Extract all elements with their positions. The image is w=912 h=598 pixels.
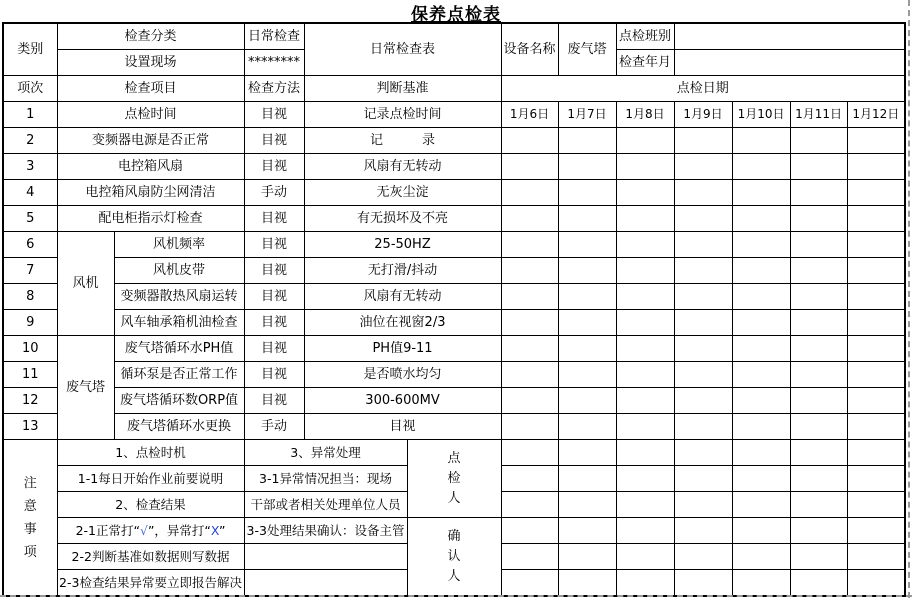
year-month-label: 检查年月 (616, 50, 674, 76)
check-item-cell: 风机皮带 (114, 258, 244, 284)
item-row (3, 310, 905, 336)
date-header-cell: 1月8日 (616, 102, 674, 128)
item-no-cell: 4 (3, 180, 57, 206)
date-entry-cell[interactable] (616, 232, 674, 258)
method-cell: 目视 (244, 310, 304, 336)
date-entry-cell[interactable] (732, 310, 790, 336)
item-no-cell: 10 (3, 336, 57, 362)
method-cell: 目视 (244, 388, 304, 414)
group-cell: 风机 (57, 232, 114, 336)
method-cell: 目视 (244, 284, 304, 310)
method-cell: 目视 (244, 102, 304, 128)
date-entry-cell[interactable] (558, 388, 616, 414)
inspector-signature-cell[interactable] (674, 492, 732, 518)
method-cell: 目视 (244, 154, 304, 180)
inspector-signature-cell[interactable] (732, 440, 790, 466)
date-entry-cell[interactable] (558, 310, 616, 336)
header-row-3 (3, 76, 905, 102)
item-no-cell: 2 (3, 128, 57, 154)
check-method-header: 检查方法 (244, 76, 304, 102)
date-entry-cell[interactable] (558, 128, 616, 154)
date-header-cell: 1月6日 (501, 102, 558, 128)
check-item-header: 检查项目 (57, 76, 244, 102)
note-right-cell: 3、异常处理 (244, 440, 407, 466)
date-entry-cell[interactable] (674, 362, 732, 388)
date-entry-cell[interactable] (558, 206, 616, 232)
date-entry-cell[interactable] (501, 128, 558, 154)
date-entry-cell[interactable] (732, 154, 790, 180)
note-right-cell: 干部或者相关处理单位人员 (244, 492, 407, 518)
item-no-cell: 5 (3, 206, 57, 232)
date-entry-cell[interactable] (501, 206, 558, 232)
group-cell: 废气塔 (57, 336, 114, 440)
confirmer-signature-cell[interactable] (674, 544, 732, 570)
confirmer-signature-cell[interactable] (847, 544, 905, 570)
method-cell: 手动 (244, 414, 304, 440)
confirmer-signature-cell[interactable] (790, 544, 847, 570)
item-row (3, 284, 905, 310)
daily-check-value: 日常检查 (244, 23, 304, 50)
header-row-1 (3, 23, 905, 50)
date-entry-cell[interactable] (501, 414, 558, 440)
inspector-signature-cell[interactable] (501, 440, 558, 466)
note-right-cell[interactable] (244, 544, 407, 570)
item-no-cell: 11 (3, 362, 57, 388)
confirmer-signature-cell[interactable] (616, 570, 674, 597)
date-entry-cell[interactable] (501, 336, 558, 362)
shift-value-cell[interactable] (674, 23, 905, 50)
confirmer-signature-cell[interactable] (732, 544, 790, 570)
criteria-cell: 300-600MV (304, 388, 501, 414)
item-row (3, 414, 905, 440)
method-cell: 目视 (244, 258, 304, 284)
date-entry-cell[interactable] (501, 232, 558, 258)
table-header (3, 23, 905, 102)
date-entry-cell[interactable] (674, 310, 732, 336)
date-entry-cell[interactable] (674, 206, 732, 232)
date-entry-cell[interactable] (732, 258, 790, 284)
date-entry-cell[interactable] (732, 206, 790, 232)
date-entry-cell[interactable] (674, 388, 732, 414)
confirmer-signature-cell[interactable] (501, 518, 558, 544)
note-right-cell: 3-1异常情况担当：现场 (244, 466, 407, 492)
date-entry-cell[interactable] (847, 154, 905, 180)
item-no-cell: 13 (3, 414, 57, 440)
date-entry-cell[interactable] (558, 154, 616, 180)
date-entry-cell[interactable] (790, 284, 847, 310)
inspector-signature-cell[interactable] (732, 466, 790, 492)
confirmer-signature-cell[interactable] (674, 518, 732, 544)
inspector-signature-cell[interactable] (790, 440, 847, 466)
item-no-cell: 12 (3, 388, 57, 414)
inspector-signature-cell[interactable] (616, 440, 674, 466)
inspector-signature-cell[interactable] (847, 492, 905, 518)
confirmer-label: 确 认 人 (407, 518, 501, 597)
confirmer-signature-cell[interactable] (501, 570, 558, 597)
date-entry-cell[interactable] (501, 154, 558, 180)
inspector-signature-cell[interactable] (732, 492, 790, 518)
date-entry-cell[interactable] (616, 258, 674, 284)
date-entry-cell[interactable] (558, 180, 616, 206)
date-entry-cell[interactable] (674, 232, 732, 258)
date-entry-cell[interactable] (847, 362, 905, 388)
date-entry-cell[interactable] (790, 206, 847, 232)
date-entry-cell[interactable] (732, 180, 790, 206)
confirmer-signature-cell[interactable] (732, 518, 790, 544)
confirmer-signature-cell[interactable] (790, 518, 847, 544)
date-entry-cell[interactable] (732, 232, 790, 258)
criteria-cell: 无打滑/抖动 (304, 258, 501, 284)
page-title: 保养点检表 (411, 5, 501, 25)
confirmer-signature-cell[interactable] (790, 570, 847, 597)
inspector-signature-cell[interactable] (558, 440, 616, 466)
criteria-cell: 油位在视窗2/3 (304, 310, 501, 336)
notes-rows (3, 440, 905, 597)
criteria-header: 判断基准 (304, 76, 501, 102)
item-row (3, 206, 905, 232)
item-row (3, 154, 905, 180)
item-no-header: 项次 (3, 76, 57, 102)
date-entry-cell[interactable] (616, 362, 674, 388)
check-item-cell: 点检时间 (57, 102, 244, 128)
confirmer-signature-cell[interactable] (847, 570, 905, 597)
note-left-cell: 1、点检时机 (57, 440, 244, 466)
note-left-cell: 2-2判断基准如数据则写数据 (57, 544, 244, 570)
item-row (3, 180, 905, 206)
item-row (3, 362, 905, 388)
note-row (3, 518, 905, 544)
confirmer-signature-cell[interactable] (732, 570, 790, 597)
check-item-cell: 风机频率 (114, 232, 244, 258)
date-entry-cell[interactable] (847, 180, 905, 206)
criteria-cell: 目视 (304, 414, 501, 440)
date-entry-cell[interactable] (847, 206, 905, 232)
date-entry-cell[interactable] (732, 128, 790, 154)
date-header-cell: 1月12日 (847, 102, 905, 128)
confirmer-signature-cell[interactable] (558, 544, 616, 570)
equipment-name-label: 设备名称 (501, 23, 558, 76)
notes-side-label: 注 意 事 项 (3, 440, 57, 597)
method-cell: 目视 (244, 232, 304, 258)
inspection-class-header: 检查分类 (57, 23, 244, 50)
date-entry-cell[interactable] (790, 310, 847, 336)
date-entry-cell[interactable] (732, 362, 790, 388)
category-header: 类别 (3, 23, 57, 76)
date-entry-cell[interactable] (616, 310, 674, 336)
date-entry-cell[interactable] (847, 388, 905, 414)
date-entry-cell[interactable] (847, 232, 905, 258)
inspection-table (2, 22, 906, 597)
note-right-cell[interactable] (244, 570, 407, 597)
method-cell: 目视 (244, 128, 304, 154)
setup-site-label: 设置现场 (57, 50, 244, 76)
criteria-cell: 记录点检时间 (304, 102, 501, 128)
date-header-cell: 1月11日 (790, 102, 847, 128)
date-entry-cell[interactable] (674, 180, 732, 206)
date-entry-cell[interactable] (674, 128, 732, 154)
item-row (3, 102, 905, 128)
date-entry-cell[interactable] (674, 284, 732, 310)
item-row (3, 258, 905, 284)
criteria-cell: PH值9-11 (304, 336, 501, 362)
date-entry-cell[interactable] (674, 336, 732, 362)
date-entry-cell[interactable] (558, 232, 616, 258)
page-break-line-horizontal (0, 595, 912, 597)
date-entry-cell[interactable] (732, 284, 790, 310)
inspector-label: 点 检 人 (407, 440, 501, 518)
date-entry-cell[interactable] (674, 258, 732, 284)
date-entry-cell[interactable] (790, 388, 847, 414)
inspector-signature-cell[interactable] (847, 440, 905, 466)
date-entry-cell[interactable] (790, 336, 847, 362)
check-item-cell: 配电柜指示灯检查 (57, 206, 244, 232)
date-entry-cell[interactable] (847, 336, 905, 362)
criteria-cell: 风扇有无转动 (304, 284, 501, 310)
date-entry-cell[interactable] (616, 154, 674, 180)
date-entry-cell[interactable] (790, 180, 847, 206)
date-entry-cell[interactable] (616, 180, 674, 206)
item-row (3, 336, 905, 362)
date-entry-cell[interactable] (674, 414, 732, 440)
page-break-line-vertical (908, 0, 910, 598)
criteria-cell: 风扇有无转动 (304, 154, 501, 180)
inspector-signature-cell[interactable] (558, 492, 616, 518)
inspector-signature-cell[interactable] (790, 492, 847, 518)
date-entry-cell[interactable] (847, 414, 905, 440)
date-entry-cell[interactable] (732, 336, 790, 362)
inspector-signature-cell[interactable] (616, 466, 674, 492)
date-entry-cell[interactable] (558, 414, 616, 440)
date-entry-cell[interactable] (847, 258, 905, 284)
inspector-signature-cell[interactable] (616, 492, 674, 518)
item-no-cell: 1 (3, 102, 57, 128)
date-header-cell: 1月10日 (732, 102, 790, 128)
method-cell: 目视 (244, 336, 304, 362)
item-no-cell: 8 (3, 284, 57, 310)
note-left-cell: 2、检查结果 (57, 492, 244, 518)
date-entry-cell[interactable] (558, 258, 616, 284)
inspector-signature-cell[interactable] (501, 492, 558, 518)
date-entry-cell[interactable] (616, 336, 674, 362)
check-item-cell: 循环泵是否正常工作 (114, 362, 244, 388)
date-entry-cell[interactable] (616, 388, 674, 414)
shift-label: 点检班别 (616, 23, 674, 50)
confirmer-signature-cell[interactable] (558, 570, 616, 597)
date-entry-cell[interactable] (501, 310, 558, 336)
method-cell: 目视 (244, 362, 304, 388)
date-entry-cell[interactable] (847, 284, 905, 310)
criteria-cell: 25-50HZ (304, 232, 501, 258)
item-no-cell: 7 (3, 258, 57, 284)
check-date-header: 点检日期 (501, 76, 905, 102)
check-item-cell: 变频器电源是否正常 (57, 128, 244, 154)
inspector-signature-cell[interactable] (674, 440, 732, 466)
date-entry-cell[interactable] (847, 128, 905, 154)
confirmer-signature-cell[interactable] (616, 544, 674, 570)
date-entry-cell[interactable] (790, 232, 847, 258)
date-entry-cell[interactable] (790, 258, 847, 284)
date-entry-cell[interactable] (501, 258, 558, 284)
check-item-cell: 电控箱风扇防尘网清洁 (57, 180, 244, 206)
check-item-cell: 废气塔循环水PH值 (114, 336, 244, 362)
date-entry-cell[interactable] (616, 414, 674, 440)
inspector-signature-cell[interactable] (674, 466, 732, 492)
check-item-cell: 风车轴承箱机油检查 (114, 310, 244, 336)
criteria-cell: 无灰尘淀 (304, 180, 501, 206)
year-month-value-cell[interactable] (674, 50, 905, 76)
method-cell: 手动 (244, 180, 304, 206)
item-row (3, 388, 905, 414)
item-row (3, 128, 905, 154)
item-no-cell: 9 (3, 310, 57, 336)
criteria-cell: 记 录 (304, 128, 501, 154)
criteria-cell: 有无损坏及不亮 (304, 206, 501, 232)
confirmer-signature-cell[interactable] (501, 544, 558, 570)
item-no-cell: 3 (3, 154, 57, 180)
check-item-cell: 电控箱风扇 (57, 154, 244, 180)
check-mark: √ (139, 522, 148, 538)
date-header-cell: 1月9日 (674, 102, 732, 128)
criteria-cell: 是否喷水均匀 (304, 362, 501, 388)
check-item-cell: 废气塔循环水更换 (114, 414, 244, 440)
item-rows (3, 102, 905, 440)
confirmer-signature-cell[interactable] (847, 518, 905, 544)
daily-check-table-title: 日常检查表 (304, 23, 501, 76)
item-no-cell: 6 (3, 232, 57, 258)
inspector-signature-cell[interactable] (790, 466, 847, 492)
date-entry-cell[interactable] (501, 362, 558, 388)
inspector-signature-cell[interactable] (501, 466, 558, 492)
date-entry-cell[interactable] (732, 414, 790, 440)
date-header-cell: 1月7日 (558, 102, 616, 128)
date-entry-cell[interactable] (847, 310, 905, 336)
date-entry-cell[interactable] (501, 180, 558, 206)
date-entry-cell[interactable] (616, 128, 674, 154)
date-entry-cell[interactable] (558, 336, 616, 362)
inspector-signature-cell[interactable] (847, 466, 905, 492)
equipment-name-value: 废气塔 (558, 23, 616, 76)
date-entry-cell[interactable] (558, 284, 616, 310)
item-row (3, 232, 905, 258)
note-right-cell: 3-3处理结果确认：设备主管 (244, 518, 407, 544)
note-left-cell: 2-1正常打“√”，异常打“X” (57, 518, 244, 544)
date-entry-cell[interactable] (790, 154, 847, 180)
date-entry-cell[interactable] (790, 128, 847, 154)
date-entry-cell[interactable] (790, 362, 847, 388)
check-item-cell: 变频器散热风扇运转 (114, 284, 244, 310)
date-entry-cell[interactable] (501, 388, 558, 414)
note-row (3, 440, 905, 466)
method-cell: 目视 (244, 206, 304, 232)
check-item-cell: 废气塔循环数ORP值 (114, 388, 244, 414)
confirmer-signature-cell[interactable] (616, 518, 674, 544)
note-left-cell: 1-1每日开始作业前要说明 (57, 466, 244, 492)
date-entry-cell[interactable] (616, 284, 674, 310)
date-entry-cell[interactable] (616, 206, 674, 232)
note-left-cell: 2-3检查结果异常要立即报告解决 (57, 570, 244, 597)
masked-value: ******** (244, 50, 304, 76)
date-entry-cell[interactable] (501, 284, 558, 310)
date-entry-cell[interactable] (790, 414, 847, 440)
date-entry-cell[interactable] (732, 388, 790, 414)
date-entry-cell[interactable] (558, 362, 616, 388)
x-mark: X (210, 522, 219, 538)
inspector-signature-cell[interactable] (558, 466, 616, 492)
confirmer-signature-cell[interactable] (674, 570, 732, 597)
date-entry-cell[interactable] (674, 154, 732, 180)
confirmer-signature-cell[interactable] (558, 518, 616, 544)
